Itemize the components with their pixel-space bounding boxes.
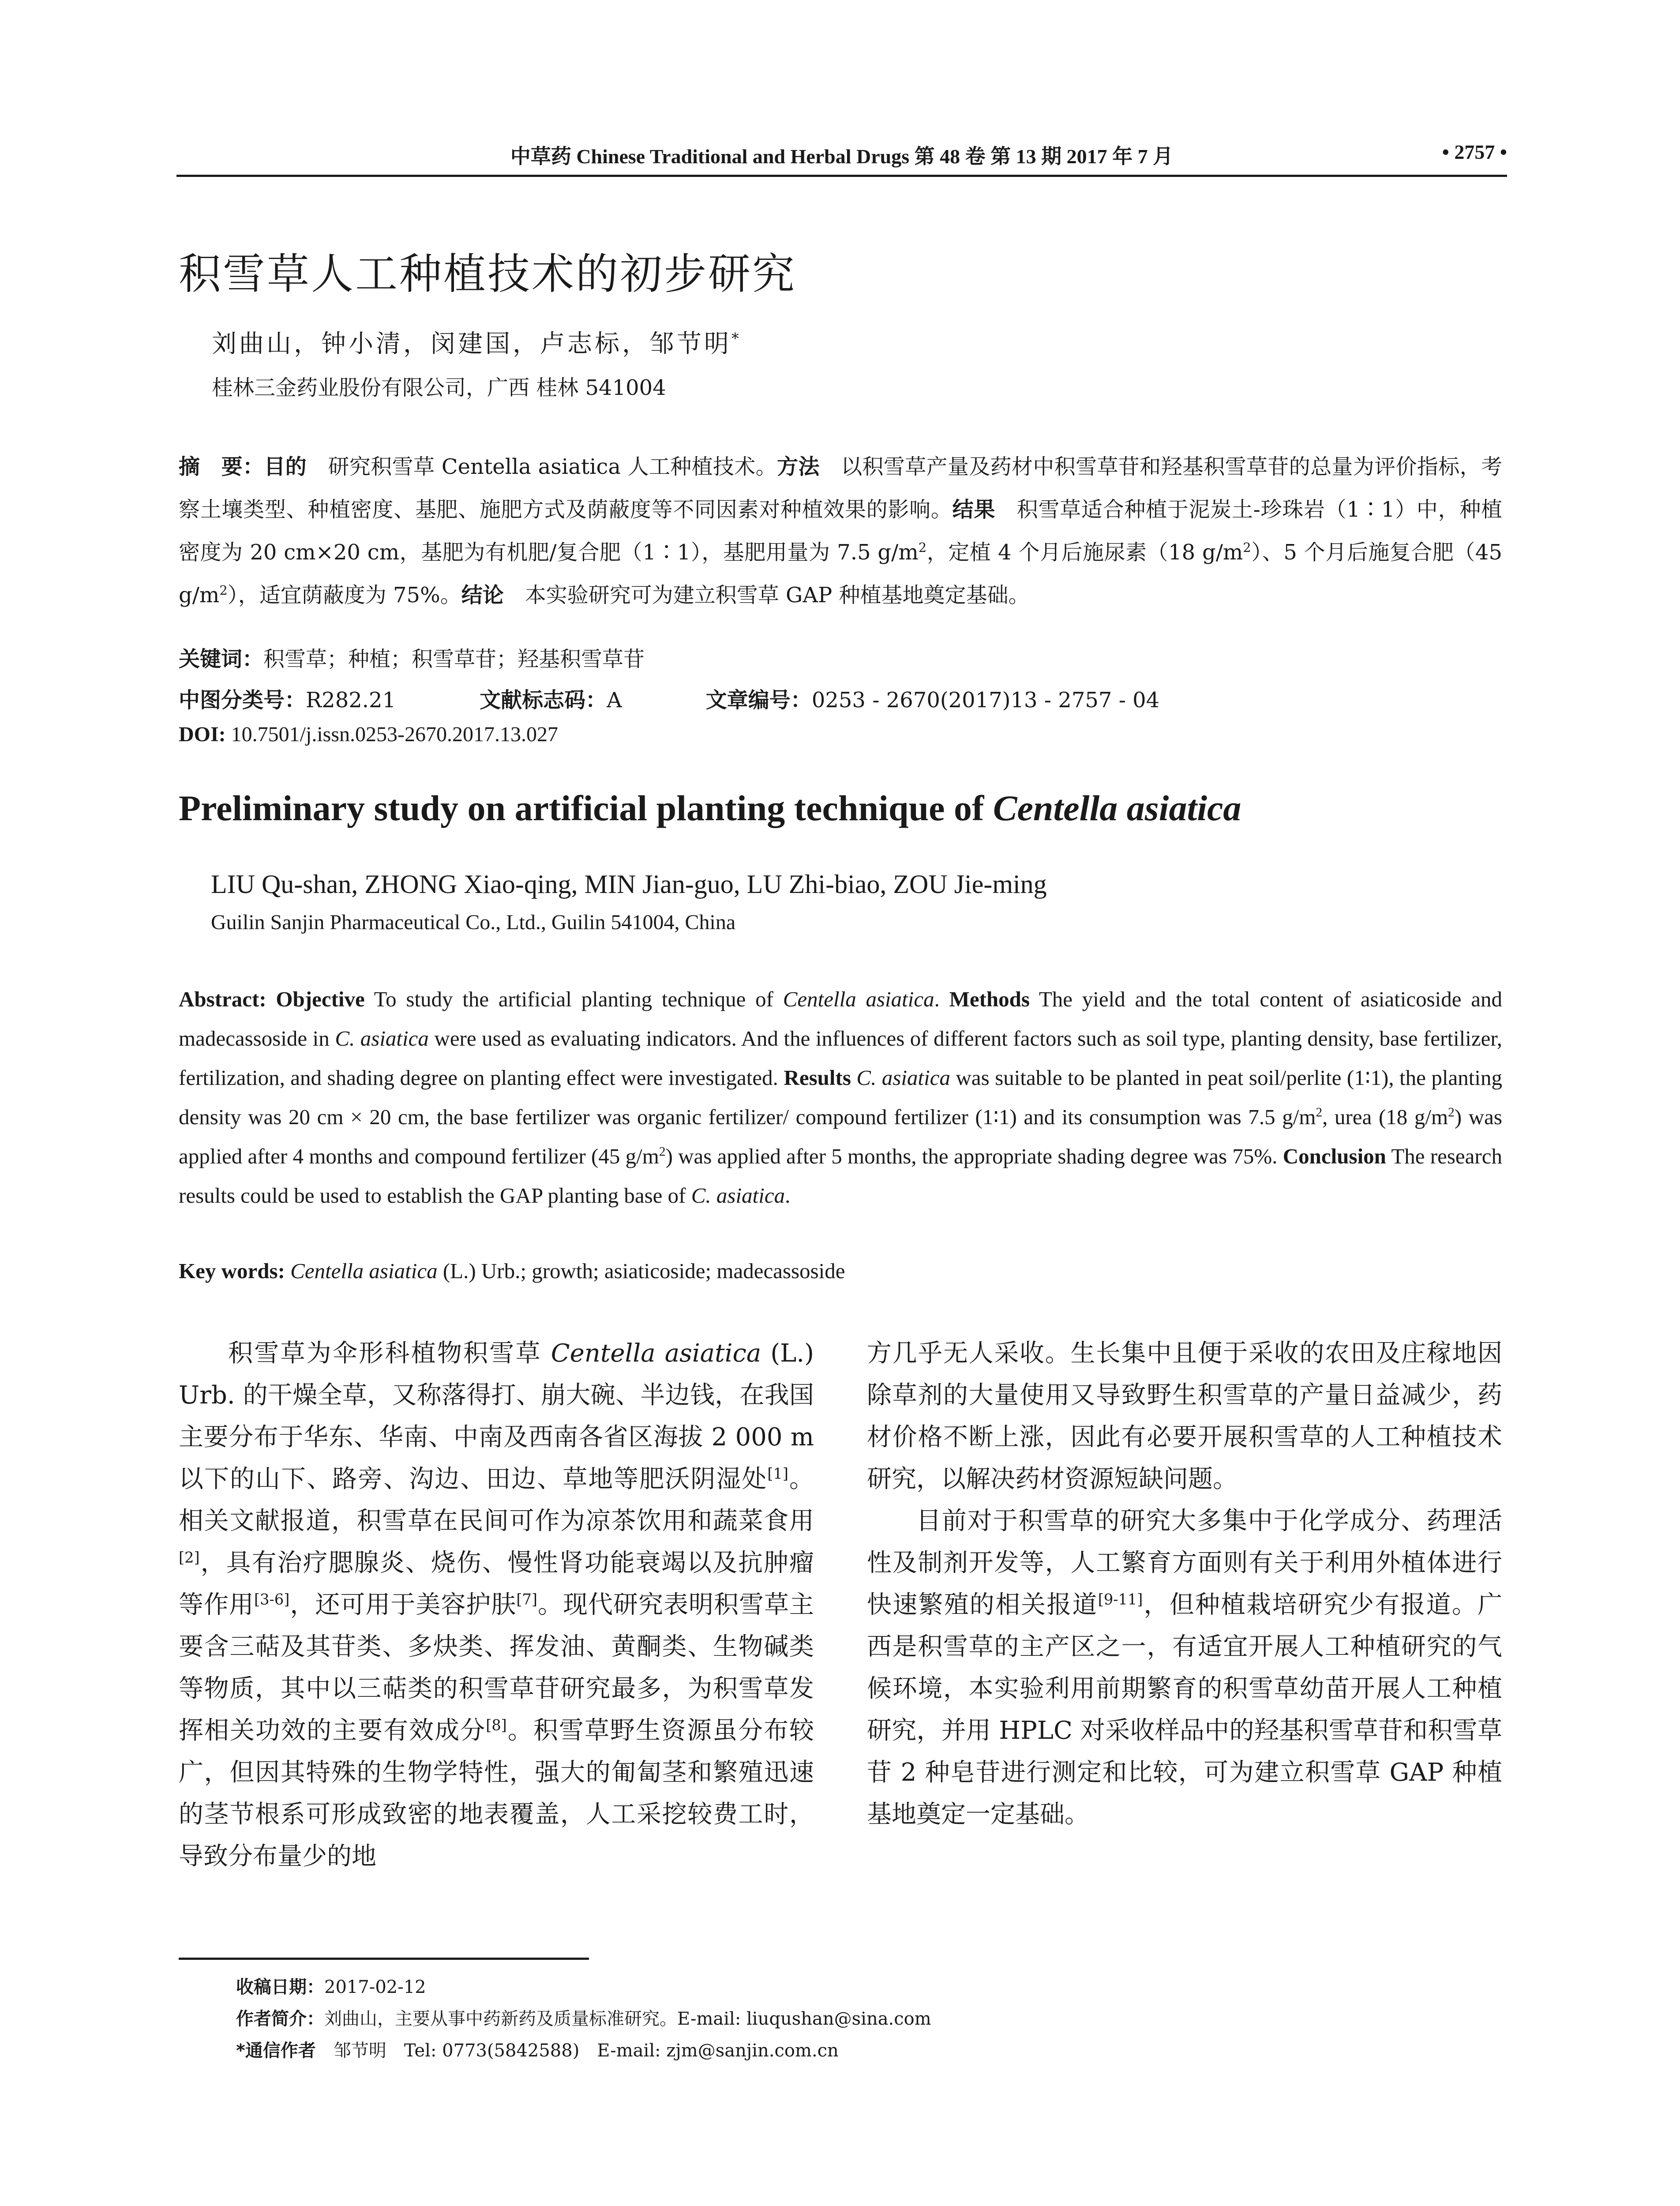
doi-value: 10.7501/j.issn.0253-2670.2017.13.027 (225, 723, 559, 746)
punctuation: . (785, 1183, 791, 1208)
superscript: 2 (1316, 1105, 1323, 1120)
body-paragraph-2 (867, 1500, 1502, 1835)
footnote-label: 作者简介： (236, 2009, 324, 2029)
body-text: 。相关文献报道，积雪草在民间可作为凉茶饮用和蔬菜食用 (179, 1465, 814, 1535)
body-text: ，具有治疗腮腺炎、烧伤、慢性肾功能衰竭以及抗肿瘤等作用 (179, 1549, 814, 1619)
authors-cn-names: 刘曲山，钟小清，闵建国，卢志标，邹节明 (212, 330, 731, 358)
abstract-en-conclusion-label: Conclusion (1282, 1144, 1386, 1168)
keywords-en (179, 1258, 845, 1283)
keywords-en-label: Key words: (179, 1259, 285, 1283)
title-en-main: Preliminary study on artificial planting technique of (179, 788, 993, 828)
authors-cn (212, 324, 742, 360)
abstract-en-methods-label: Methods (939, 987, 1030, 1011)
abstract-cn-methods: 以积雪草产量及药材中积雪草苷和羟基积雪草苷的总量为评价指标，考察土壤类型、种植密度、基肥、施肥方式及荫蔽度等不同因素对种植效果的影响。 (179, 454, 1502, 522)
doi (179, 722, 558, 747)
body-text: (L.) Urb. 的干燥全草，又称落得打、崩大碗、半边钱，在我国主要分布于华东、华南、中南及西南各省区海拔 2 000 m 以下的山下、路旁、沟边、田边、草地等肥沃阴湿处 (179, 1339, 814, 1493)
citation-ref: [3-6] (254, 1591, 290, 1608)
abstract-en-conclusion: The research results could be used to establish the GAP planting base of (179, 1144, 1502, 1208)
keywords-cn-label: 关键词： (179, 647, 264, 672)
abstract-cn-results-2: ，定植 4 个月后施尿素（18 g/m (926, 540, 1243, 565)
footnote-author-bio (236, 2003, 931, 2035)
body-text: 积雪草为伞形科植物积雪草 (228, 1339, 551, 1368)
clc-label: 中图分类号： (179, 688, 306, 713)
affiliation-en: Guilin Sanjin Pharmaceutical Co., Ltd., Guilin 541004, China (211, 911, 736, 934)
species-name: C. asiatica (856, 1065, 950, 1090)
species-name: Centella asiatica (783, 987, 934, 1011)
keywords-en-species: Centella asiatica (285, 1259, 438, 1283)
superscript: 2 (219, 583, 228, 598)
keywords-cn-text: 积雪草；种植；积雪草苷；羟基积雪草苷 (263, 647, 645, 672)
footnote-rule (179, 1958, 589, 1960)
abstract-cn-methods-label: 方法 (777, 454, 820, 479)
superscript: 2 (1448, 1105, 1455, 1120)
keywords-en-text: (L.) Urb.; growth; asiaticoside; madecassoside (437, 1259, 845, 1283)
classification-meta (179, 683, 1502, 713)
species-name: C. asiatica (691, 1183, 785, 1208)
body-text: ，但种植栽培研究少有报道。广西是积雪草的主产区之一，有适宜开展人工种植研究的气候环境，本实验利用前期繁育的积雪草幼苗开展人工种植研究，并用 HPLC 对采收样品中的羟基积雪草苷和积雪草苷 2 种皂苷进行测定和比较，可为建立积雪草 GAP 种植基地奠定一定基础。 (867, 1591, 1503, 1829)
superscript: 2 (918, 540, 927, 555)
species-name: Centella asiatica (551, 1339, 761, 1368)
footnotes (236, 1971, 931, 2067)
header-rule (176, 175, 1507, 177)
body-text: 。现代研究表明积雪草主要含三萜及其苷类、多炔类、挥发油、黄酮类、生物碱类等物质，其中以三萜类的积雪草苷研究最多，为积雪草发挥相关功效的主要有效成分 (179, 1591, 814, 1745)
keywords-cn (179, 642, 645, 672)
superscript: 2 (659, 1144, 666, 1159)
authors-en: LIU Qu-shan, ZHONG Xiao-qing, MIN Jian-guo, LU Zhi-biao, ZOU Jie-ming (211, 870, 1047, 899)
abstract-cn-results-4: ），适宜荫蔽度为 75%。 (227, 583, 461, 608)
abstract-en-results-4: ) was applied after 5 months, the appropriate shading degree was 75%. (665, 1144, 1283, 1168)
abstract-en-results-label: Results (784, 1065, 851, 1090)
body-text: 目前对于积雪草的研究大多集中于化学成分、药理活性及制剂开发等，人工繁育方面则有关于利用外植体进行快速繁殖的相关报道 (867, 1507, 1502, 1619)
punctuation: . (934, 987, 940, 1011)
abstract-cn-objective: 研究积雪草 Centella asiatica 人工种植技术。 (307, 454, 777, 479)
doc-code-value: A (607, 688, 622, 713)
running-header (176, 140, 1507, 176)
abstract-cn-results-label: 结果 (952, 497, 996, 522)
doi-label: DOI: (179, 723, 226, 746)
superscript: 2 (1243, 540, 1251, 555)
body-text: ，还可用于美容护肤 (289, 1591, 517, 1619)
footnote-label: *通信作者 (236, 2041, 316, 2061)
footnote-text: 刘曲山，主要从事中药新药及质量标准研究。E-mail: liuqushan@sina.com (324, 2009, 931, 2029)
abstract-en-objective: To study the artificial planting technique of (364, 987, 783, 1011)
body-paragraph-1-continued: 方几乎无人采收。生长集中且便于采收的农田及庄稼地因除草剂的大量使用又导致野生积雪草的产量日益减少，药材价格不断上涨，因此有必要开展积雪草的人工种植技术研究，以解决药材资源短缺问题。 (867, 1339, 1502, 1493)
abstract-en-methods-2: were used as evaluating indicators. And the influences of different factors such as soil type, planting density, base fertilizer, fertilization, and shading degree on planting effect were investigated. (179, 1026, 1503, 1090)
article-no-label: 文章编号： (705, 688, 812, 713)
abstract-en-results-3: ) was applied after 4 months and compound fertilizer (45 g/m (179, 1105, 1502, 1168)
title-en (179, 788, 1241, 829)
species-name: C. asiatica (335, 1026, 429, 1050)
abstract-cn-results-3: ）、5 个月后施复合肥（45 g/m (179, 540, 1502, 608)
abstract-en-objective-label: Objective (266, 987, 365, 1011)
page-number: • 2757 • (1442, 141, 1507, 163)
citation-ref: [2] (179, 1549, 200, 1566)
spacer (851, 1065, 857, 1090)
abstract-cn-objective-label: 目的 (264, 454, 307, 479)
abstract-en-methods-1: The yield and the total content of asiaticoside and madecassoside in (179, 987, 1503, 1050)
footnote-text: 邹节明 Tel: 0773(5842588) E-mail: zjm@sanjin.com.cn (315, 2041, 839, 2061)
title-cn: 积雪草人工种植技术的初步研究 (179, 249, 796, 299)
body-column-right (867, 1332, 1502, 1835)
footnote-text: 2017-02-12 (324, 1977, 426, 1997)
abstract-en-results-1: was suitable to be planted in peat soil/perlite (1∶1), the planting density was 20 cm × 20 cm, the base fertilizer was organic fertilizer/ compound fertilizer (1∶1) and its consumption was 7.5 g/m (179, 1065, 1503, 1129)
affiliation-cn: 桂林三金药业股份有限公司，广西 桂林 541004 (212, 375, 666, 400)
footnote-received (236, 1971, 931, 2003)
citation-ref: [1] (767, 1465, 788, 1482)
body-column-left (179, 1332, 814, 1877)
journal-running-title: 中草药 Chinese Traditional and Herbal Drugs 第 48 卷 第 13 期 2017 年 7 月 (510, 145, 1174, 168)
title-en-species: Centella asiatica (993, 788, 1241, 828)
abstract-en-label: Abstract: (179, 987, 266, 1011)
abstract-cn-conclusion-label: 结论 (461, 583, 504, 608)
abstract-cn-label: 摘 要： (179, 454, 264, 479)
citation-ref: [9-11] (1098, 1591, 1143, 1608)
article-no-value: 0253 - 2670(2017)13 - 2757 - 04 (811, 688, 1160, 713)
abstract-cn-conclusion: 本实验研究可为建立积雪草 GAP 种植基地奠定基础。 (503, 583, 1030, 608)
abstract-en-results-2: , urea (18 g/m (1322, 1105, 1448, 1129)
body-text: 。积雪草野生资源虽分布较广，但因其特殊的生物学特性，强大的匍匐茎和繁殖迅速的茎节根系可形成致密的地表覆盖，人工采挖较费工时，导致分布量少的地 (179, 1716, 814, 1871)
citation-ref: [8] (486, 1716, 507, 1734)
abstract-en (179, 979, 1502, 1215)
citation-ref: [7] (516, 1591, 537, 1608)
body-paragraph-1 (179, 1332, 814, 1877)
abstract-cn-results-1: 积雪草适合种植于泥炭土-珍珠岩（1∶1）中，种植密度为 20 cm×20 cm，基肥为有机肥/复合肥（1∶1），基肥用量为 7.5 g/m (179, 497, 1502, 565)
clc-value: R282.21 (306, 688, 396, 713)
footnote-label: 收稿日期： (236, 1977, 324, 1997)
corresponding-mark: * (731, 330, 742, 347)
footnote-corresponding (236, 2035, 931, 2067)
doc-code-label: 文献标志码： (480, 688, 607, 713)
abstract-cn (179, 446, 1502, 617)
